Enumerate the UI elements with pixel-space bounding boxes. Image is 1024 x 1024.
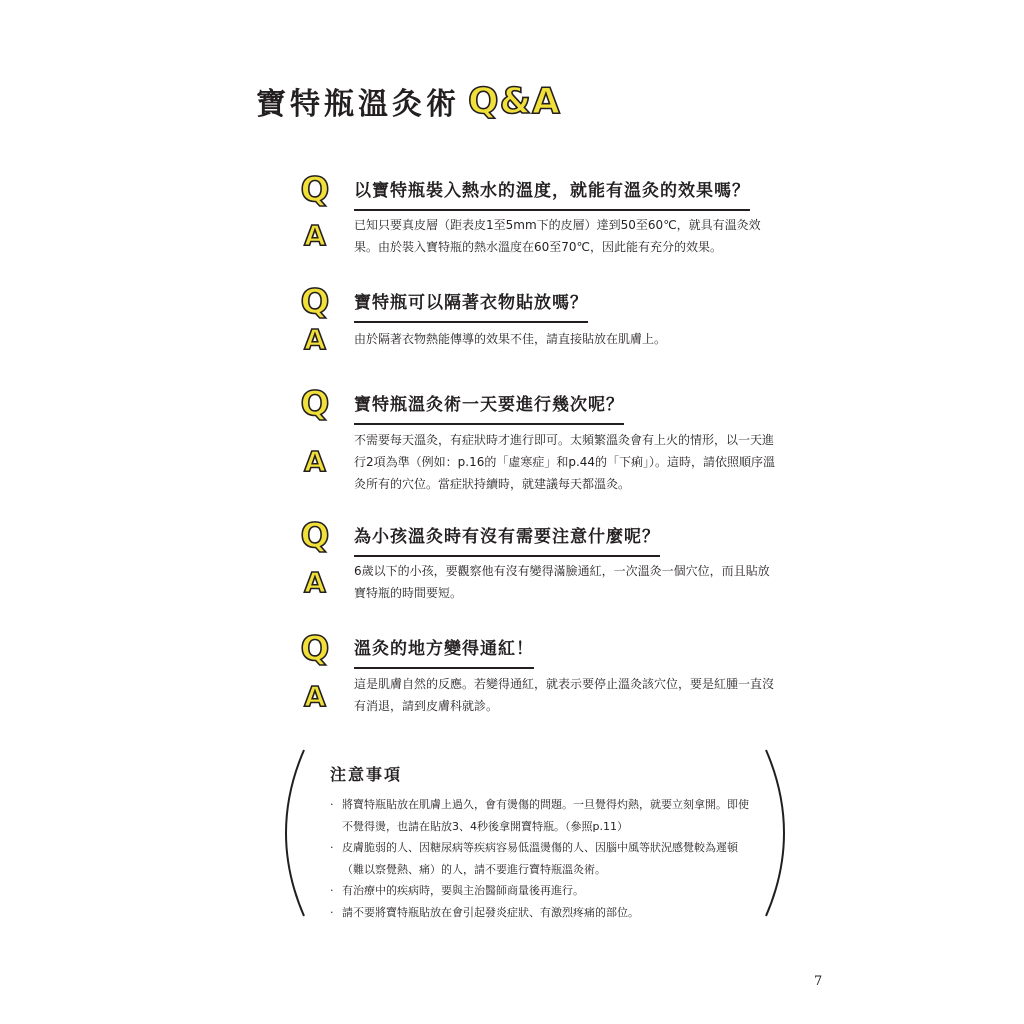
a-letter-icon: A: [304, 566, 326, 599]
a-letter-icon: A: [304, 445, 326, 478]
right-bracket-icon: [760, 748, 794, 918]
notes-list: [330, 794, 750, 923]
a-letter-icon: A: [304, 680, 326, 713]
question-4: 為小孩溫灸時有沒有需要注意什麼呢？: [354, 522, 660, 557]
note-item: · 請不要將寶特瓶貼放在會引起發炎症狀、有激烈疼痛的部位。: [330, 902, 750, 924]
left-bracket-icon: [276, 748, 310, 918]
notes-title: 注意事項: [330, 765, 403, 784]
note-item: · 有治療中的疾病時，要與主治醫師商量後再進行。: [330, 880, 750, 902]
answer-5: 這是肌膚自然的反應。若變得通紅，就表示要停止溫灸該穴位，要是紅腫一直沒有消退，請到皮膚科就診。: [354, 677, 775, 713]
note-item: · 將寶特瓶貼放在肌膚上過久，會有燙傷的問題。一旦覺得灼熱，就要立刻拿開。即使不覺得燙，也請在貼放3、4秒後拿開寶特瓶。（參照p.11）: [330, 794, 750, 837]
title-text: 寶特瓶溫灸術: [256, 87, 460, 122]
answer-4: 6歲以下的小孩，要觀察他有沒有變得滿臉通紅，一次溫灸一個穴位，而且貼放寶特瓶的時間要短。: [354, 564, 770, 600]
q-letter-icon: Q: [300, 282, 330, 322]
page-number: 7: [814, 974, 823, 989]
q-letter-icon: Q: [300, 170, 330, 210]
q-letter-icon: Q: [300, 629, 330, 669]
answer-1: 已知只要真皮層（距表皮1至5mm下的皮層）達到50至60℃，就具有溫灸效果。由於裝入寶特瓶的熱水溫度在60至70℃，因此能有充分的效果。: [354, 218, 761, 254]
question-1: 以寶特瓶裝入熱水的溫度，就能有溫灸的效果嗎？: [354, 176, 750, 211]
q-letter-icon: Q: [300, 516, 330, 556]
a-letter-icon: A: [304, 323, 326, 356]
question-3: 寶特瓶溫灸術一天要進行幾次呢？: [354, 390, 624, 425]
q-letter-icon: Q: [300, 384, 330, 424]
question-5: 溫灸的地方變得通紅！: [354, 634, 534, 669]
answer-3: 不需要每天溫灸，有症狀時才進行即可。太頻繁溫灸會有上火的情形，以一天進行2項為準（例如：p.16的「虛寒症」和p.44的「下痢」）。這時，請依照順序溫灸所有的穴位。當症狀持續時，就建議每天都溫灸。: [354, 433, 776, 491]
page-title: [256, 76, 561, 126]
a-letter-icon: A: [304, 219, 326, 252]
answer-2: 由於隔著衣物熱能傳導的效果不佳，請直接貼放在肌膚上。: [354, 332, 667, 346]
note-item: · 皮膚脆弱的人、因糖尿病等疾病容易低溫燙傷的人、因腦中風等狀況感覺較為遲頓（難以察覺熱、痛）的人，請不要進行寶特瓶溫灸術。: [330, 837, 750, 880]
question-2: 寶特瓶可以隔著衣物貼放嗎？: [354, 288, 588, 323]
title-qa-logo: Q&A: [468, 80, 561, 122]
